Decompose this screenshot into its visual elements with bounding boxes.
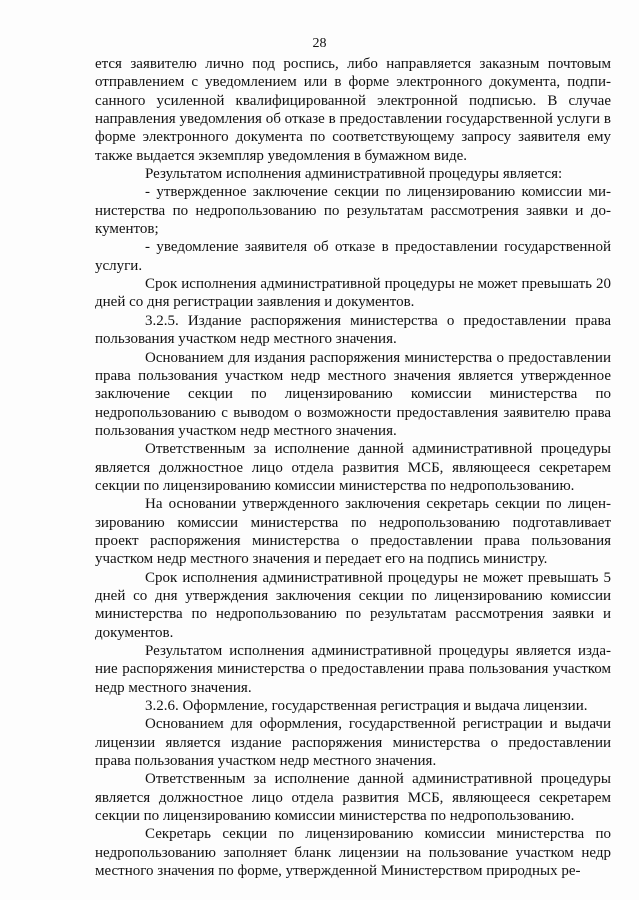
page-number: 28 (312, 36, 327, 51)
paragraph: - утвержденное заключение секции по лицензированию комиссии министерства по недропользованию по результатам рассмотрения заявки и документов; (95, 184, 611, 238)
paragraph: Срок исполнения административной процедуры не может превышать 5 дней со дня утверждения заключения секции по лицензированию комиссии министерства по недропользованию по результатам рассмотрения заявки и документов. (95, 569, 611, 641)
paragraph: Ответственным за исполнение данной административной процедуры является должностное лицо отдела развития МСБ, являющееся секретарем секции по лицензированию комиссии министерства по недропользованию. (95, 771, 611, 825)
paragraph: - уведомление заявителя об отказе в предоставлении государственной услуги. (95, 239, 611, 274)
paragraph: Основанием для оформления, государственной регистрации и выдачи лицензии является издание распоряжения министерства о предоставлении права пользования участком недр местного значения. (95, 716, 611, 770)
paragraph: 3.2.5. Издание распоряжения министерства о предоставлении права пользования участком недр местного значения. (95, 312, 611, 348)
paragraph: Результатом исполнения административной процедуры является: (145, 166, 563, 183)
paragraph: Ответственным за исполнение данной административной процедуры является должностное лицо отдела развития МСБ, являющееся секретарем секции по лицензированию комиссии министерства по недропользованию. (95, 441, 611, 494)
paragraph: На основании утвержденного заключения секретарь секции по лицензированию комиссии министерства по недропользованию подготавливает проект распоряжения министерства о предоставлении права пользования участком недр местного значения и передает его на подпись министру. (95, 496, 611, 568)
paragraph: 3.2.6. Оформление, государственная регистрация и выдача лицензии. (145, 698, 588, 715)
paragraph: Секретарь секции по лицензированию комиссии министерства по недропользованию заполняет бланк лицензии на пользование участком недр местного значения по форме, утвержденной Министерством природных ре- (95, 826, 611, 880)
paragraph: Результатом исполнения административной процедуры является издание распоряжения министерства о предоставлении права пользования участком недр местного значения. (95, 643, 611, 696)
paragraph: ется заявителю лично под роспись, либо направляется заказным почтовым отправлением с уведомлением или в форме электронного документа, подписанного усиленной квалифицированной электронной подписью. В случае направления уведомления об отказе в предоставлении государственной услуги в форме электронного документа по соответствующему запросу заявителя ему также выдается экземпляр уведомления в бумажном виде. (95, 56, 611, 164)
paragraph: Основанием для издания распоряжения министерства о предоставлении права пользования участком недр местного значения является утвержденное заключение секции по лицензированию комиссии министерства по недропользованию с выводом о возможности предоставления заявителю права пользования участком недр местного значения. (95, 349, 611, 439)
paragraph: Срок исполнения административной процедуры не может превышать 20 дней со дня регистрации заявления и документов. (95, 276, 611, 311)
document-body (95, 55, 611, 880)
